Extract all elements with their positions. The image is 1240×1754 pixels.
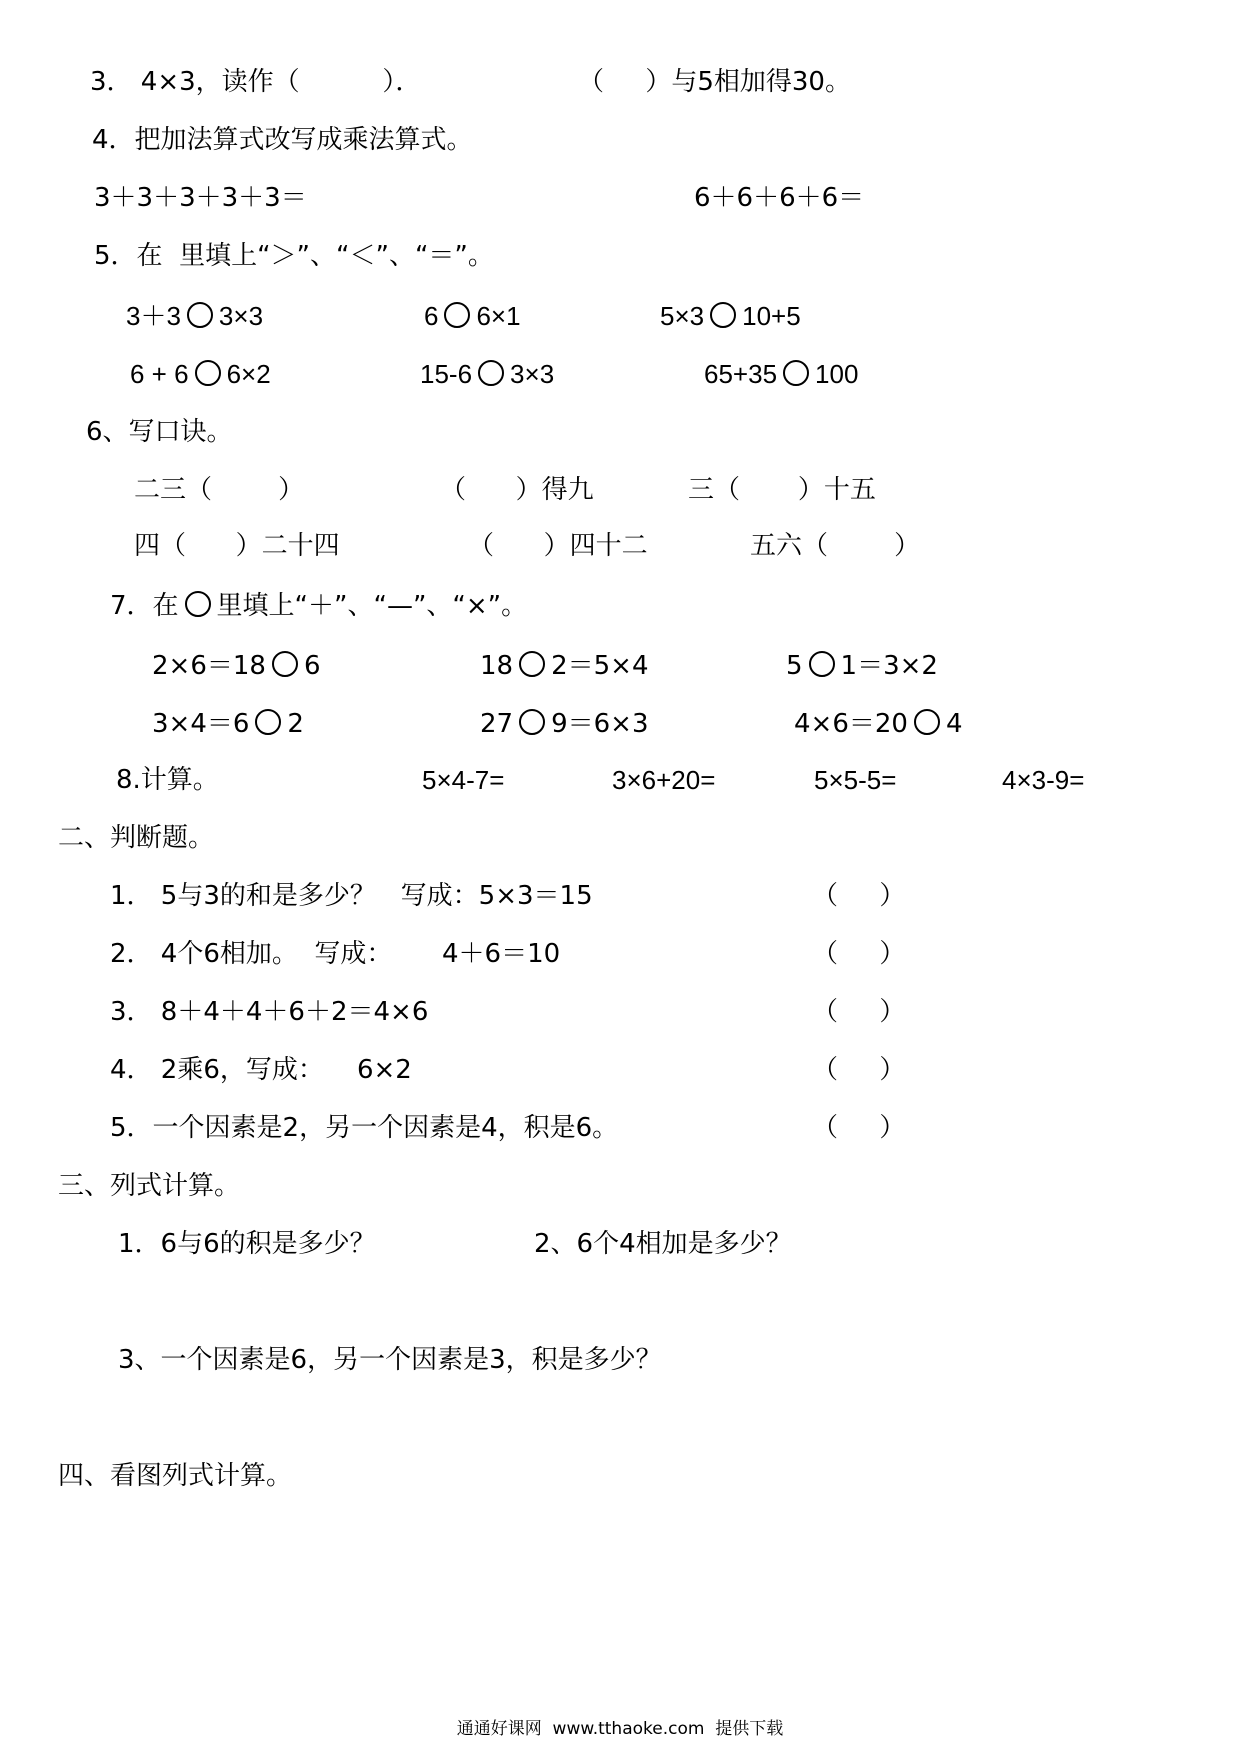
- q6-item: 二三（ ）: [134, 475, 305, 505]
- calc-question: 1．6与6的积是多少？: [118, 1229, 376, 1259]
- answer-circle-icon[interactable]: [272, 651, 298, 677]
- q7-item: 5 1＝3×2: [786, 651, 938, 681]
- q6-item: 五六（ ）: [750, 531, 921, 561]
- q8-title: 8.计算。: [116, 765, 219, 795]
- judge-answer-blank[interactable]: （ ）: [812, 1113, 906, 1143]
- q7-title: 7．在 里填上“＋”、“—”、“×”。: [110, 591, 528, 621]
- judge-question: 2． 4个6相加。 写成： 4＋6＝10: [110, 939, 561, 969]
- circle-icon: [185, 591, 211, 617]
- q3-part-b: （ ）与5相加得30。: [578, 67, 851, 97]
- answer-circle-icon[interactable]: [444, 302, 470, 328]
- judge-question: 1． 5与3的和是多少？ 写成：5×3＝15: [110, 881, 593, 911]
- page-footer: 通通好课网 www.tthaoke.com 提供下载: [456, 1719, 784, 1739]
- answer-circle-icon[interactable]: [783, 360, 809, 386]
- q7-item: 3×4＝6 2: [152, 709, 304, 739]
- q8-item: 5×4-7=: [422, 765, 505, 795]
- answer-circle-icon[interactable]: [519, 709, 545, 735]
- answer-circle-icon[interactable]: [478, 360, 504, 386]
- answer-circle-icon[interactable]: [519, 651, 545, 677]
- q7-item: 18 2＝5×4: [480, 651, 649, 681]
- answer-circle-icon[interactable]: [187, 302, 213, 328]
- answer-circle-icon[interactable]: [195, 360, 221, 386]
- q7-item: 2×6＝18 6: [152, 651, 321, 681]
- judge-answer-blank[interactable]: （ ）: [812, 997, 906, 1027]
- q8-item: 3×6+20=: [612, 765, 716, 795]
- answer-circle-icon[interactable]: [710, 302, 736, 328]
- q6-item: （ ）四十二: [468, 531, 648, 561]
- q5-item: 5×3 10+5: [660, 301, 801, 331]
- judge-answer-blank[interactable]: （ ）: [812, 1055, 906, 1085]
- q8-item: 4×3-9=: [1002, 765, 1085, 795]
- calc-question: 3、一个因素是6，另一个因素是3，积是多少？: [118, 1345, 662, 1375]
- calc-question: 2、6个4相加是多少？: [534, 1229, 792, 1259]
- answer-circle-icon[interactable]: [914, 709, 940, 735]
- q4-expression-a: 3＋3＋3＋3＋3＝: [94, 183, 307, 213]
- section-2-title: 二、判断题。: [58, 823, 215, 853]
- q5-item: 6 6×1: [424, 301, 521, 331]
- answer-circle-icon[interactable]: [809, 651, 835, 677]
- section-4-title: 四、看图列式计算。: [58, 1461, 293, 1491]
- q4-title: 4．把加法算式改写成乘法算式。: [92, 125, 473, 155]
- q6-item: 四（ ）二十四: [134, 531, 340, 561]
- q6-item: 三（ ）十五: [688, 475, 876, 505]
- q8-item: 5×5-5=: [814, 765, 897, 795]
- judge-question: 5．一个因素是2，另一个因素是4，积是6。: [110, 1113, 619, 1143]
- q5-item: 15-6 3×3: [420, 359, 555, 389]
- q7-item: 4×6＝20 4: [794, 709, 963, 739]
- judge-question: 3． 8＋4＋4＋6＋2＝4×6: [110, 997, 429, 1027]
- q6-title: 6、写口诀。: [86, 417, 233, 447]
- q5-item: 3＋3 3×3: [126, 301, 264, 331]
- q5-title: 5．在 里填上“＞”、“＜”、“＝”。: [94, 241, 494, 271]
- judge-answer-blank[interactable]: （ ）: [812, 881, 906, 911]
- q7-item: 27 9＝6×3: [480, 709, 649, 739]
- q4-expression-b: 6＋6＋6＋6＝: [694, 183, 865, 213]
- q3-part-a: 3． 4×3，读作（ ）．: [90, 67, 422, 97]
- section-3-title: 三、列式计算。: [58, 1171, 241, 1201]
- answer-circle-icon[interactable]: [255, 709, 281, 735]
- judge-answer-blank[interactable]: （ ）: [812, 939, 906, 969]
- q6-item: （ ）得九: [440, 475, 594, 505]
- judge-question: 4． 2乘6，写成： 6×2: [110, 1055, 412, 1085]
- q5-item: 6 + 6 6×2: [130, 359, 271, 389]
- q5-item: 65+35 100: [704, 359, 859, 389]
